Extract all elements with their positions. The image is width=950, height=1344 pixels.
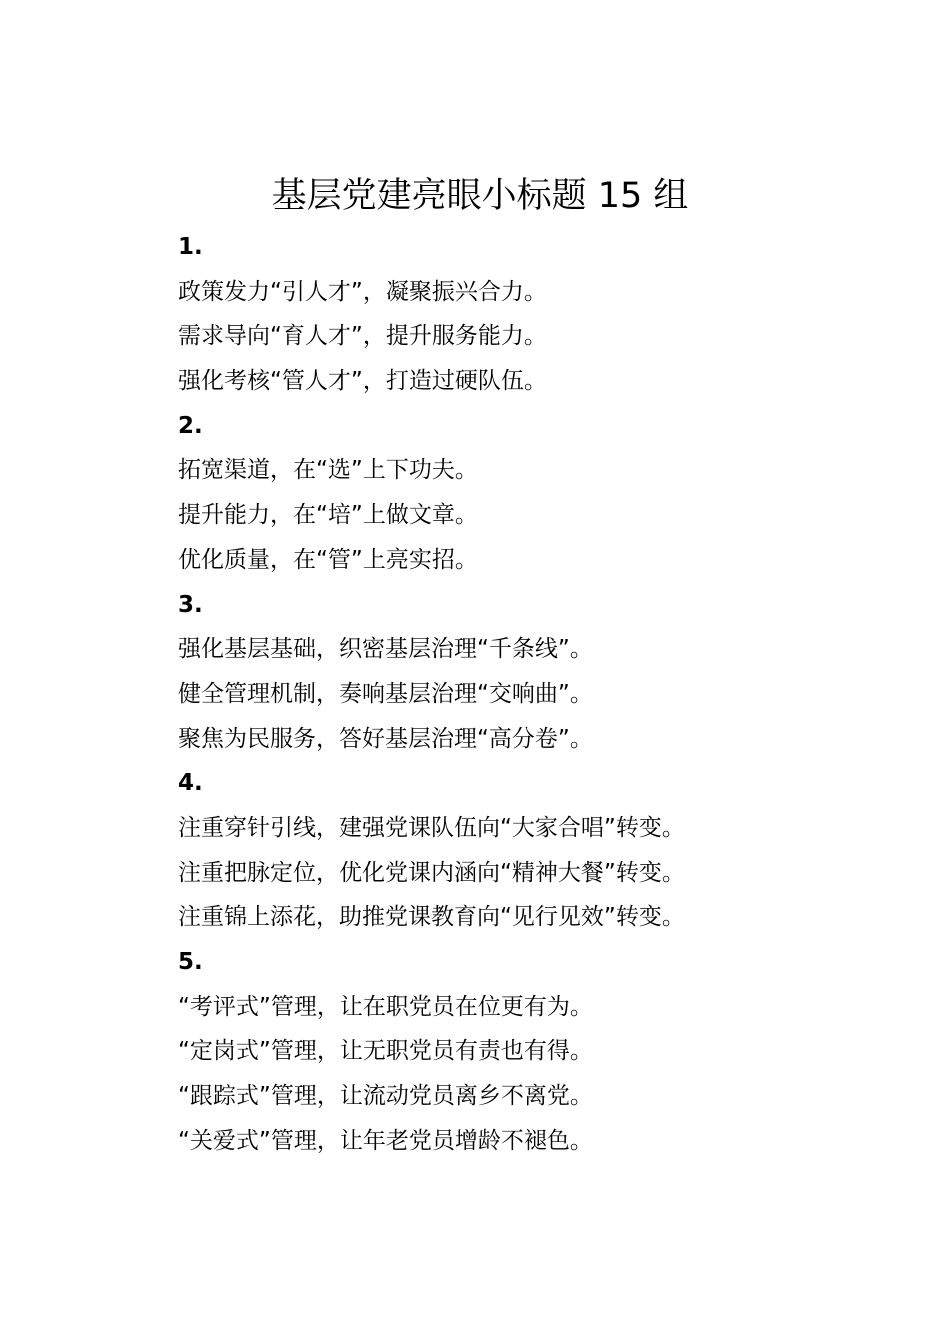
group-number: 4. — [178, 770, 203, 797]
group-line: 健全管理机制，奏响基层治理“交响曲”。 — [178, 680, 593, 707]
group-line: “跟踪式”管理，让流动党员离乡不离党。 — [178, 1083, 593, 1110]
group-line: “定岗式”管理，让无职党员有责也有得。 — [178, 1038, 593, 1065]
group-number: 3. — [178, 591, 203, 618]
group-4 — [178, 761, 918, 940]
group-2 — [178, 404, 918, 583]
document-title: 基层党建亮眼小标题 15 组 — [271, 176, 689, 216]
group-5 — [178, 940, 918, 1163]
group-number: 1. — [178, 234, 203, 260]
group-line: 拓宽渠道，在“选”上下功夫。 — [178, 457, 478, 484]
group-line: 政策发力“引人才”，凝聚振兴合力。 — [178, 278, 547, 305]
group-line: 注重穿针引线，建强党课队伍向“大家合唱”转变。 — [178, 814, 685, 841]
group-line: “关爱式”管理，让年老党员增龄不褪色。 — [178, 1127, 593, 1154]
group-3 — [178, 583, 918, 762]
group-line: 聚焦为民服务，答好基层治理“高分卷”。 — [178, 725, 593, 752]
document-body — [178, 225, 918, 1163]
group-number: 2. — [178, 412, 203, 439]
group-line: 注重把脉定位，优化党课内涵向“精神大餐”转变。 — [178, 859, 685, 886]
group-line: “考评式”管理，让在职党员在位更有为。 — [178, 993, 593, 1020]
group-line: 强化考核“管人才”，打造过硬队伍。 — [178, 368, 547, 395]
group-line: 注重锦上添花，助推党课教育向“见行见效”转变。 — [178, 904, 685, 931]
group-line: 强化基层基础，织密基层治理“千条线”。 — [178, 636, 593, 663]
group-line: 提升能力，在“培”上做文章。 — [178, 502, 478, 529]
group-number: 5. — [178, 949, 203, 975]
group-1 — [178, 225, 918, 404]
group-line: 优化质量，在“管”上亮实招。 — [178, 546, 478, 573]
group-line: 需求导向“育人才”，提升服务能力。 — [178, 323, 547, 350]
